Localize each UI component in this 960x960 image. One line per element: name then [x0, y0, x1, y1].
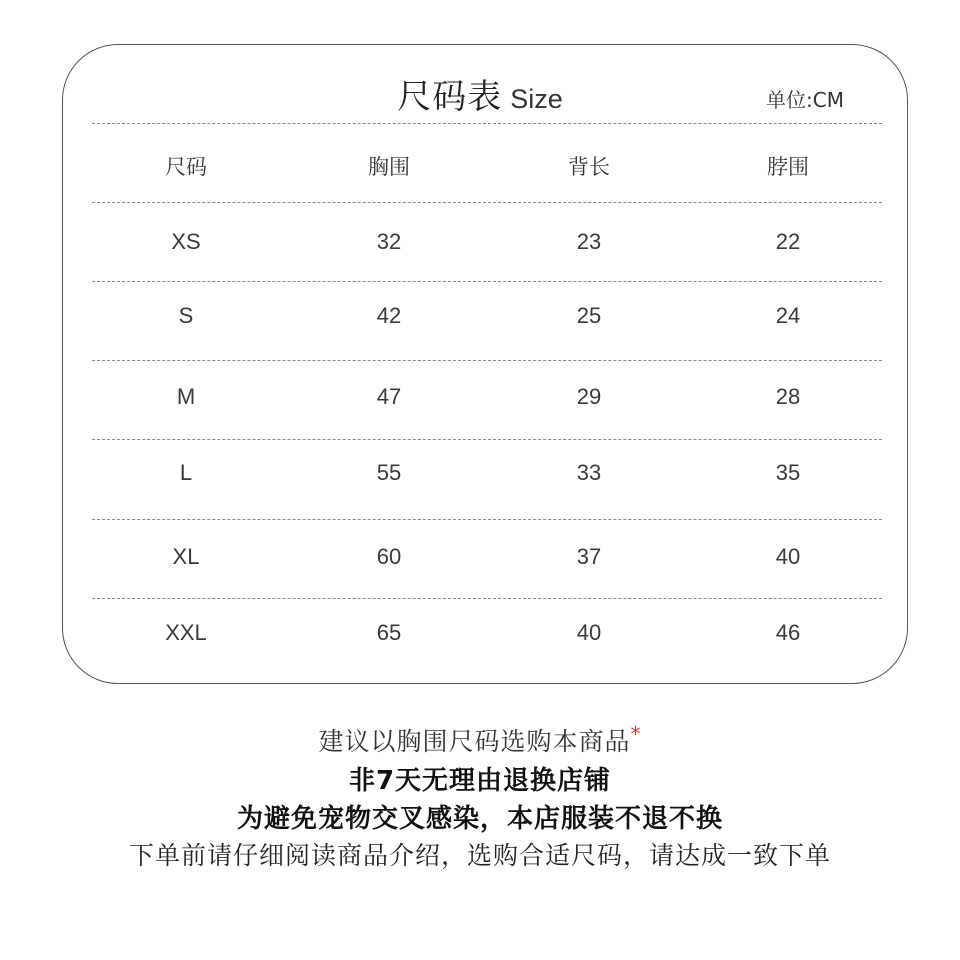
cell-back-length: 40 — [576, 620, 602, 645]
divider — [92, 202, 882, 203]
cell-size: XXL — [165, 620, 207, 645]
cell-neck: 24 — [775, 303, 801, 328]
divider — [92, 598, 882, 599]
chart-title-en: Size — [510, 84, 563, 114]
unit-label: 单位:CM — [766, 88, 844, 112]
cell-back-length: 37 — [576, 544, 602, 569]
asterisk-mark: * — [630, 722, 642, 746]
cell-neck: 46 — [775, 620, 801, 645]
cell-neck: 22 — [775, 229, 801, 254]
cell-size: XS — [171, 229, 201, 254]
cell-back-length: 33 — [576, 460, 602, 485]
note-hygiene-policy: 为避免宠物交叉感染，本店服装不退不换 — [236, 804, 723, 834]
note-chest-advice-text: 建议以胸围尺码选购本商品 — [318, 727, 631, 756]
cell-chest: 60 — [376, 544, 402, 569]
divider — [92, 281, 882, 282]
chart-title-cn: 尺码表 — [397, 77, 503, 117]
header-size: 尺码 — [165, 155, 207, 179]
note-read-before-order: 下单前请仔细阅读商品介绍，选购合适尺码，请达成一致下单 — [128, 841, 831, 870]
divider — [92, 439, 882, 440]
cell-size: XL — [172, 544, 200, 569]
note-no-return-policy: 非7天无理由退换店铺 — [348, 766, 612, 796]
size-chart-card — [62, 44, 908, 684]
header-back-length: 背长 — [568, 155, 610, 179]
cell-neck: 35 — [775, 460, 801, 485]
cell-neck: 28 — [775, 384, 801, 409]
divider — [92, 360, 882, 361]
cell-chest: 32 — [376, 229, 402, 254]
cell-neck: 40 — [775, 544, 801, 569]
cell-back-length: 25 — [576, 303, 602, 328]
cell-size: L — [179, 460, 193, 485]
cell-chest: 42 — [376, 303, 402, 328]
header-neck: 脖围 — [767, 155, 809, 179]
cell-size: M — [176, 384, 196, 409]
cell-size: S — [178, 303, 194, 328]
cell-back-length: 29 — [576, 384, 602, 409]
note-chest-advice — [0, 722, 960, 758]
cell-chest: 47 — [376, 384, 402, 409]
cell-chest: 65 — [376, 620, 402, 645]
cell-chest: 55 — [376, 460, 402, 485]
header-chest: 胸围 — [368, 155, 410, 179]
divider — [92, 519, 882, 520]
divider — [92, 123, 882, 124]
cell-back-length: 23 — [576, 229, 602, 254]
